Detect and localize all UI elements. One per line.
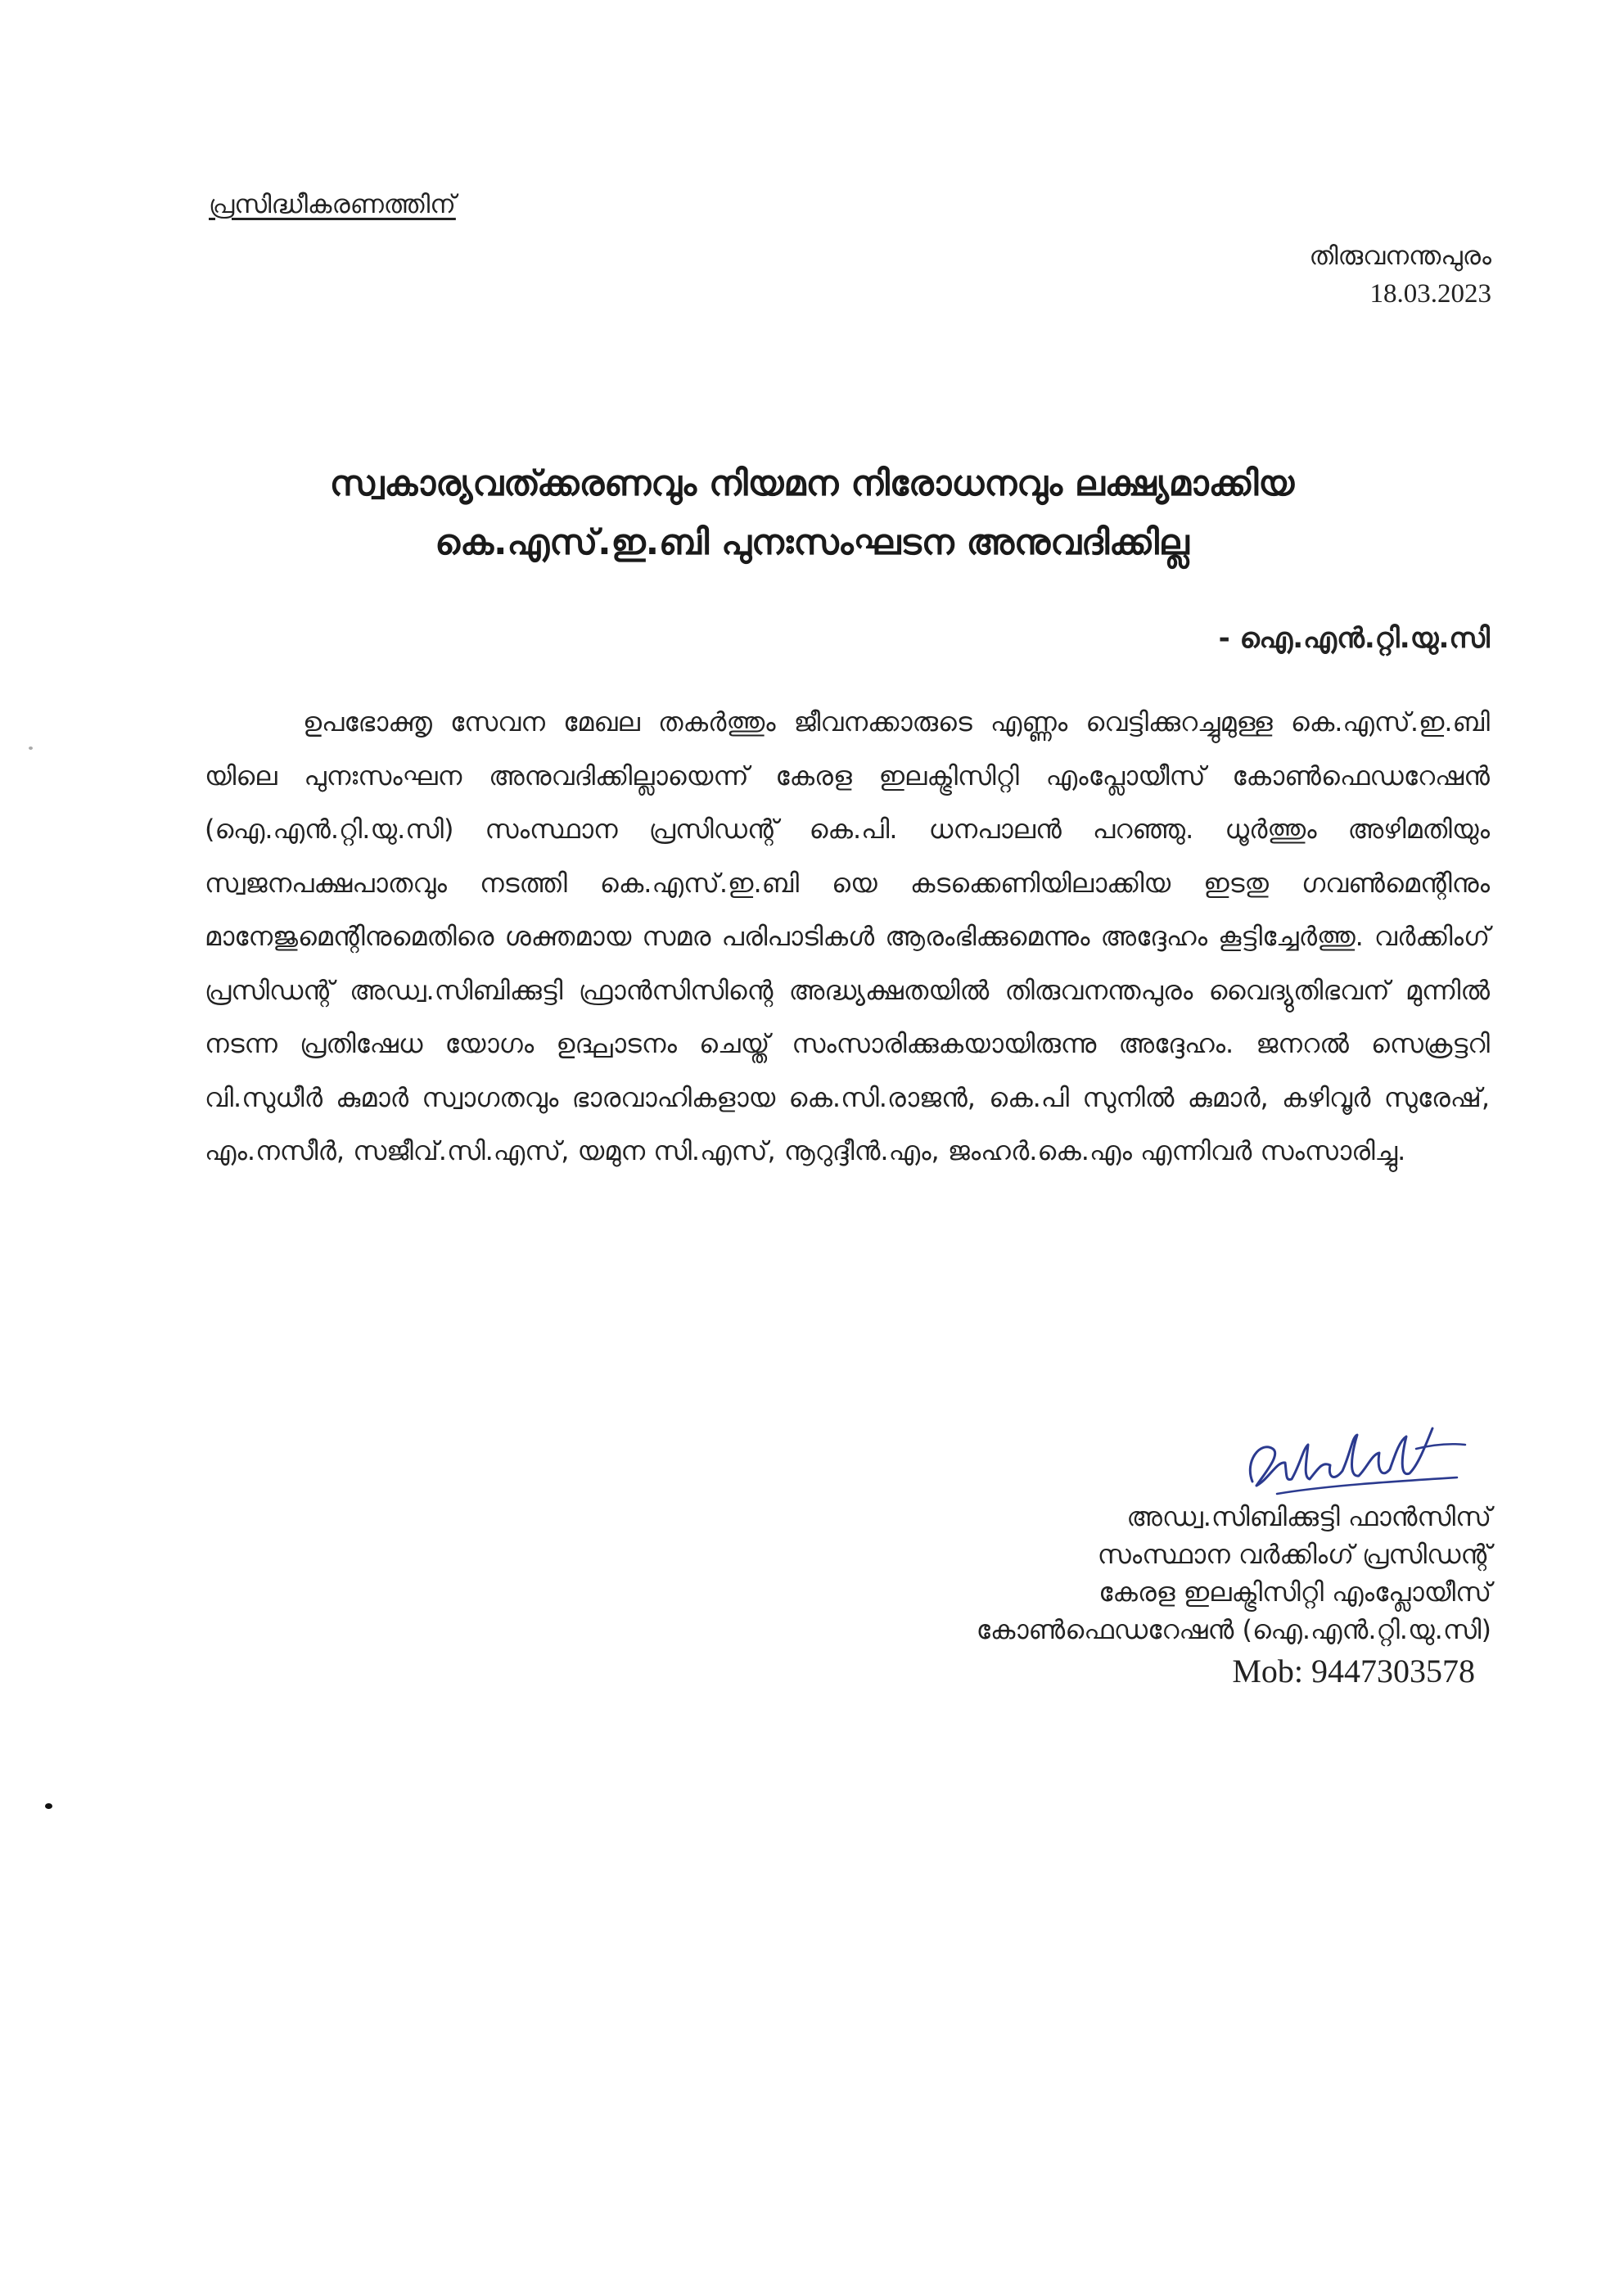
headline-attribution: - ഐ.എൻ.റ്റി.യു.സി — [1218, 622, 1490, 655]
signatory-designation: സംസ്ഥാന വർക്കിംഗ് പ്രസിഡന്റ് — [1097, 1539, 1491, 1570]
scan-speck — [45, 1803, 52, 1809]
signatory-block — [977, 1498, 1491, 1694]
signatory-org-line-1: കേരള ഇലക്ട്രിസിറ്റി എംപ്ലോയീസ് — [1098, 1577, 1491, 1608]
release-date: 18.03.2023 — [1369, 279, 1491, 309]
headline-line-1: സ്വകാര്യവത്ക്കരണവും നിയമന നിരോധനവും ലക്ഷ്യമാക്കിയ — [329, 463, 1295, 504]
signatory-org-line-2: കോൺഫെഡറേഷൻ (ഐ.എൻ.റ്റി.യു.സി) — [976, 1614, 1491, 1645]
for-publication-label: പ്രസിദ്ധീകരണത്തിന് — [209, 190, 456, 219]
body-paragraph: ഉപഭോക്തൃ സേവന മേഖല തകർത്തും ജീവനക്കാരുടെ എണ്ണം വെട്ടിക്കുറച്ചുമുള്ള കെ.എസ്.ഇ.ബി യിലെ പുനഃസംഘന അനുവദിക്കില്ലായെന്ന് കേരള ഇലക്ട്രിസിറ്റി എംപ്ലോയീസ് കോൺഫെഡറേഷൻ (ഐ.എൻ.റ്റി.യു.സി) സംസ്ഥാന പ്രസിഡന്റ് കെ.പി. ധനപാലൻ പറഞ്ഞു. ധൂർത്തും അഴിമതിയും സ്വജനപക്ഷപാതവും നടത്തി കെ.എസ്.ഇ.ബി യെ കടക്കെണിയിലാക്കിയ ഇടതു ഗവൺമെന്റിനും മാനേജുമെന്റിനുമെതിരെ ശക്തമായ സമര പരിപാടികൾ ആരംഭിക്കുമെന്നും അദ്ദേഹം കൂട്ടിച്ചേർത്തു. വർക്കിംഗ് പ്രസിഡന്റ് അഡ്വ.സിബിക്കുട്ടി ഫ്രാൻസിസിന്റെ അദ്ധ്യക്ഷതയിൽ തിരുവനന്തപുരം വൈദ്യുതിഭവന് മുന്നിൽ നടന്ന പ്രതിഷേധ യോഗം ഉദ്ഘാടനം ചെയ്ത് സംസാരിക്കുകയായിരുന്നു അദ്ദേഹം. ജനറൽ സെക്രട്ടറി വി.സുധീർ കുമാർ സ്വാഗതവും ഭാരവാഹികളായ കെ.സി.രാജൻ, കെ.പി സുനിൽ കുമാർ, കഴിവൂർ സുരേഷ്, എം.നസീർ, സജീവ്.സി.എസ്, യമുന സി.എസ്, നൂറുദ്ദീൻ.എം, ജംഹർ.കെ.എം എന്നിവർ സംസാരിച്ചു. — [205, 706, 1490, 1166]
scan-speck — [29, 747, 33, 750]
handwritten-signature — [1228, 1404, 1473, 1510]
place-date-block — [1310, 237, 1491, 313]
headline-line-2: കെ.എസ്.ഇ.ബി പുനഃസംഘടന അനുവദിക്കില്ല — [435, 522, 1189, 563]
headline — [0, 454, 1624, 572]
place-name: തിരുവനന്തപുരം — [1309, 241, 1491, 271]
signatory-mobile: Mob: 9447303578 — [1232, 1653, 1475, 1689]
signatory-name: അഡ്വ.സിബിക്കുട്ടി ഫാൻസിസ് — [1126, 1501, 1491, 1532]
